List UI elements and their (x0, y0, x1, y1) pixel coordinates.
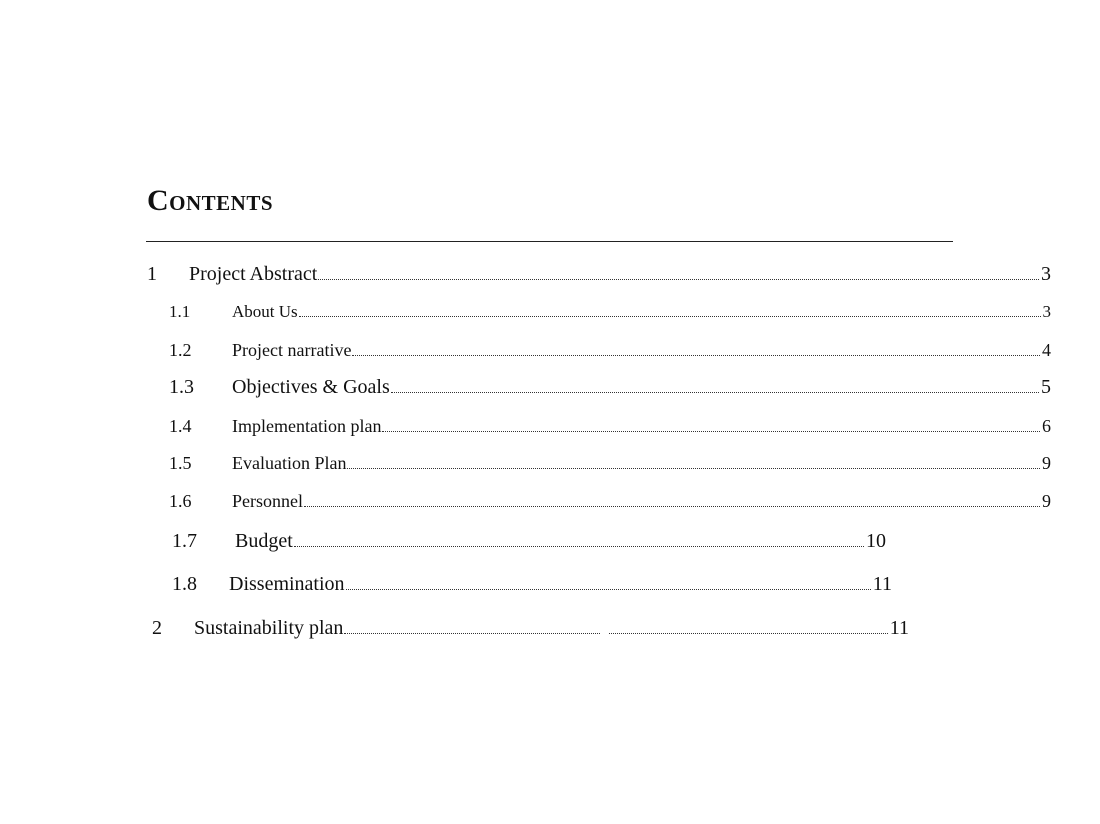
toc-entry-evaluation-plan[interactable] (169, 454, 1051, 472)
toc-entry-title: Sustainability plan (194, 617, 344, 639)
dot-leader (299, 316, 1041, 317)
toc-entry-page: 11 (889, 617, 909, 639)
toc-entry-title: Project Abstract (189, 263, 318, 285)
toc-title: Contents (147, 184, 274, 217)
toc-entry-title: Objectives & Goals (232, 376, 390, 398)
toc-entry-budget[interactable] (172, 531, 886, 551)
dot-leader (391, 392, 1039, 393)
toc-entry-page: 6 (1042, 416, 1051, 436)
toc-entry-page: 3 (1041, 263, 1051, 285)
toc-entry-personnel[interactable] (169, 492, 1051, 510)
toc-entry-page: 11 (872, 573, 892, 595)
toc-entry-number: 1.4 (169, 416, 192, 436)
toc-entry-title: Implementation plan (232, 416, 382, 436)
toc-entry-sustainability-plan[interactable] (152, 618, 909, 638)
toc-entry-title: Budget (235, 530, 293, 552)
dot-leader (344, 633, 887, 634)
dot-leader (352, 355, 1040, 356)
toc-entry-number: 1.7 (172, 530, 197, 552)
toc-entry-title: Dissemination (229, 573, 345, 595)
toc-entry-page: 9 (1042, 491, 1051, 511)
dot-leader (347, 468, 1040, 469)
dot-leader (318, 279, 1039, 280)
dot-leader (346, 589, 871, 590)
toc-entry-number: 1 (147, 263, 157, 285)
toc-entry-project-narrative[interactable] (169, 341, 1051, 359)
toc-entry-number: 2 (152, 617, 162, 639)
dot-leader (294, 546, 864, 547)
toc-entry-number: 1.5 (169, 453, 192, 473)
toc-entry-page: 9 (1042, 453, 1051, 473)
toc-entry-about-us[interactable] (169, 303, 1051, 320)
toc-entry-dissemination[interactable] (172, 574, 892, 594)
toc-entry-page: 4 (1042, 340, 1051, 360)
dot-leader (304, 506, 1040, 507)
toc-entry-title: Evaluation Plan (232, 453, 347, 473)
toc-entry-number: 1.1 (169, 302, 191, 321)
toc-entry-number: 1.3 (169, 376, 194, 398)
dot-leader (382, 431, 1040, 432)
toc-entry-objectives-goals[interactable] (169, 377, 1051, 397)
toc-entry-page: 5 (1041, 376, 1051, 398)
toc-entry-project-abstract[interactable] (147, 264, 1051, 284)
toc-entry-number: 1.6 (169, 491, 192, 511)
toc-entry-page: 3 (1042, 302, 1051, 321)
toc-entry-implementation-plan[interactable] (169, 417, 1051, 435)
toc-entry-number: 1.2 (169, 340, 192, 360)
toc-entry-title: Project narrative (232, 340, 352, 360)
toc-entry-page: 10 (866, 530, 886, 552)
toc-entry-title: Personnel (232, 491, 303, 511)
title-divider (146, 241, 953, 242)
toc-entry-number: 1.8 (172, 573, 197, 595)
toc-entry-title: About Us (232, 302, 298, 321)
